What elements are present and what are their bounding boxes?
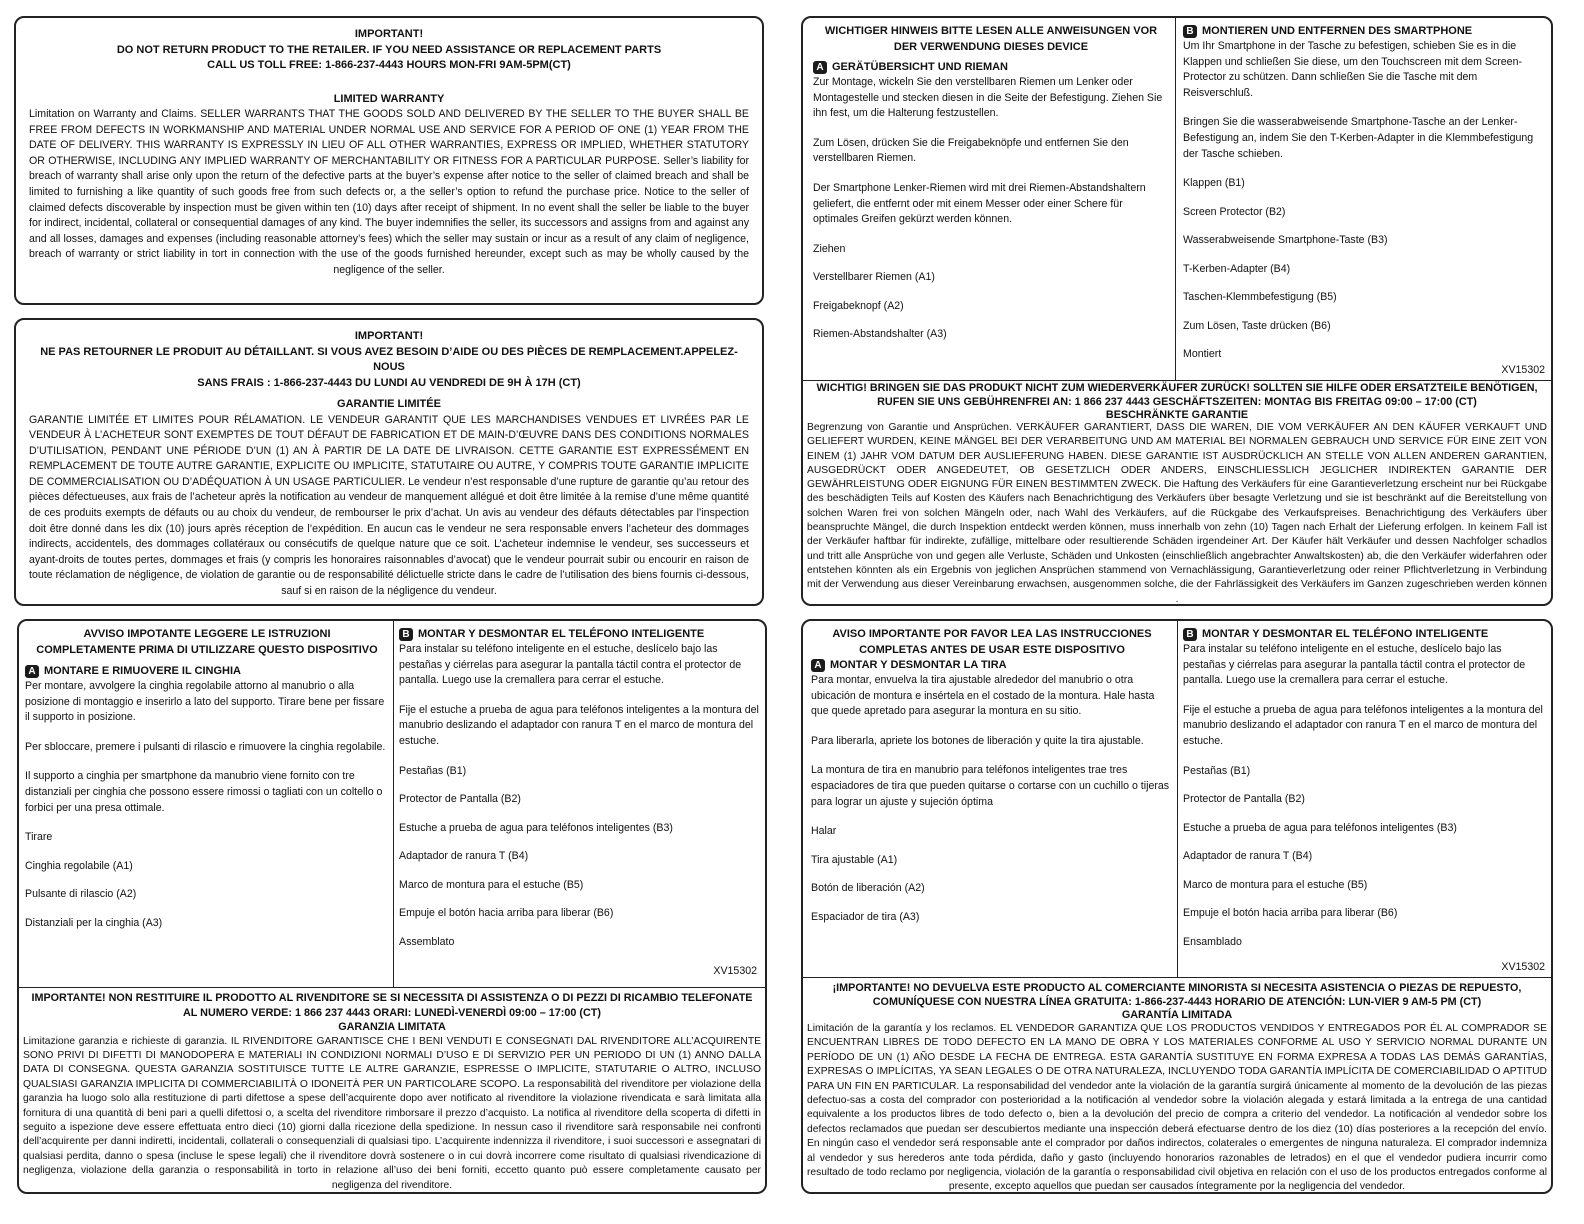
italian-b-para2: Fije el estuche a prueba de agua para teléfonos inteligentes a la montura del manubrio deslizando el adaptador con ranura T en el marco de montura del estuche. xyxy=(399,703,759,747)
english-notice-line2: CALL US TOLL FREE: 1-866-237-4443 HOURS MON-FRI 9AM-5PM(CT) xyxy=(207,59,571,71)
italian-b-item: Protector de Pantalla (B2) xyxy=(399,793,521,806)
german-b-item: Montiert xyxy=(1183,348,1222,361)
italian-a-para2: Per sbloccare, premere i pulsanti di rilascio e rimuovere la cinghia regolabile. xyxy=(25,740,386,753)
spanish-b-item: Protector de Pantalla (B2) xyxy=(1183,793,1305,806)
italian-heading: AVVISO IMPOTANTE LEGGERE LE ISTRUZIONI COMPLETAMENTE PRIMA DI UTILIZZARE QUESTO DISPOSITIVO xyxy=(36,628,378,656)
italian-b-item: Marco de montura para el estuche (B5) xyxy=(399,878,584,891)
spanish-section-a-label: MONTAR Y DESMONTAR LA TIRA xyxy=(830,659,1007,671)
spanish-b-para1: Para instalar su teléfono inteligente en el estuche, deslícelo bajo las pestañas y ciérrelas para asegurar la pantalla táctil contra el protector de pantalla. Luego use la cremallera para cerrar el estuche. xyxy=(1183,643,1526,687)
spanish-a-para2: Para liberarla, apriete los botones de liberación y quite la tira ajustable. xyxy=(811,734,1144,747)
spanish-instructions-panel xyxy=(801,619,1553,1194)
spanish-warranty-section xyxy=(807,981,1547,1194)
spanish-warranty-body: Limitación de la garantía y los reclamos. EL VENDEDOR GARANTIZA QUE LOS PRODUCTOS VENDIDOS Y ENTREGADOS POR ÉL AL COMPRADOR SE ENCUENTRAN LIBRES DE TODO DEFECTO EN LA MANO DE OBRA Y LOS MATERIALES CONFORME AL USO Y SERVICIO NORMAL DURANTE UN PERÍODO DE UN (1) AÑO DESDE LA FECHA DE ENTREGA. ESTA GARANTÍA SUSTITUYE EN FORMA EXPRESA A TODAS LAS DEMÁS GARANTÍAS, EXPRESAS O IMPLÍCITAS, YA SEAN LEGALES O DE OTRA NATURALEZA, INCLUYENDO TODA GARANTÍA IMPLÍCITA DE COMERCIABILIDAD O APTITUD PARA UN FIN EN PARTICULAR. La responsabilidad del vendedor ante la violación de la garantía surgirá únicamente al momento de la devolución de las piezas defectuo-sas a costa del comprador con posterioridad a la notificación al vendedor sobre la violación alegada y estará limitada a la entrega de una cantidad equivalente a los productos libres de todo defecto o, bien a la devolución del precio de compra a criterio del vendedor. La notificación al vendedor sobre los defectos reclamados que puedan ser descubiertos mediante una inspección deberá efectuarse dentro de los diez (10) días posteriores a la recepción del envío. En ningún caso el vendedor será responsable ante el comprador por daños indirectos, colaterales o emergentes de ninguna naturaleza. El comprador indemniza al vendedor y sus herederos ante toda pérdida, daño y gasto (incluyendo honorarios razonables de letrados) en el que el vendedor pudiera incurrir como resultado de todo reclamo por negligencia, violación de la garantía o responsabilidad civil objetiva en relación con el uso de los productos entregados conforme al presente, excepto aquellos que puedan ser causados íntegramente por la negligencia del vendedor. xyxy=(807,1023,1547,1193)
spanish-a-item: Botón de liberación (A2) xyxy=(811,882,925,895)
italian-notice: IMPORTANTE! NON RESTITUIRE IL PRODOTTO AL RIVENDITORE SE SI NECESSITA DI ASSISTENZA O DI PEZZI DI RICAMBIO TELEFONATE AL NUMERO VERDE: 1 866 237 4443 ORARI: LUNEDÌ-VENERDÌ 09:00 – 17:00 (CT) xyxy=(31,992,753,1019)
italian-section-a-title xyxy=(25,664,389,679)
italian-a-item: Cinghia regolabile (A1) xyxy=(25,859,133,872)
italian-b-item: Pestañas (B1) xyxy=(399,764,467,777)
badge-a-icon: A xyxy=(811,659,825,672)
italian-b-item: Assemblato xyxy=(399,935,455,948)
german-b-item: T-Kerben-Adapter (B4) xyxy=(1183,262,1291,275)
badge-b-icon: B xyxy=(1183,25,1197,38)
spanish-b-item: Estuche a prueba de agua para teléfonos inteligentes (B3) xyxy=(1183,821,1457,834)
badge-b-icon: B xyxy=(1183,628,1197,641)
spanish-section-a-title xyxy=(811,658,1173,673)
german-warranty-section xyxy=(807,382,1547,606)
spanish-b-item: Adaptador de ranura T (B4) xyxy=(1183,850,1313,863)
spanish-b-item: Marco de montura para el estuche (B5) xyxy=(1183,878,1368,891)
german-column-divider xyxy=(1175,18,1176,380)
italian-b-item: Empuje el botón hacia arriba para liberar (B6) xyxy=(399,907,614,920)
german-a-item: Riemen-Abstandshalter (A3) xyxy=(813,328,947,341)
italian-a-item: Tirare xyxy=(25,831,53,844)
badge-a-icon: A xyxy=(813,61,827,74)
spanish-a-item: Tira ajustable (A1) xyxy=(811,853,898,866)
german-b-item: Screen Protector (B2) xyxy=(1183,205,1286,218)
italian-warranty-section xyxy=(23,991,761,1193)
spanish-warranty-title: GARANTÍA LIMITADA xyxy=(1121,1009,1233,1021)
spanish-b-item: Ensamblado xyxy=(1183,935,1242,948)
french-title: IMPORTANT! xyxy=(354,330,424,342)
german-a-item: Verstellbarer Riemen (A1) xyxy=(813,271,935,284)
german-section-a-label: GERÄTÜBERSICHT UND RIEMAN xyxy=(832,61,1008,73)
english-title: IMPORTANT! xyxy=(354,28,424,40)
german-a-para3: Der Smartphone Lenker-Riemen wird mit drei Riemen-Abstandshaltern geliefert, die entfernt oder mit einem Messer oder einer Schere für optimales Greifen gekürzt werden können. xyxy=(813,181,1146,226)
spanish-b-para2: Fije el estuche a prueba de agua para teléfonos inteligentes a la montura del manubrio deslizando el adaptador con ranura T en el marco de montura del estuche. xyxy=(1183,703,1543,747)
german-heading: WICHTIGER HINWEIS BITTE LESEN ALLE ANWEISUNGEN VOR DER VERWENDUNG DIESES DEVICE xyxy=(824,25,1158,53)
german-section-b-title xyxy=(1183,24,1547,39)
spanish-heading: AVISO IMPORTANTE POR FAVOR LEA LAS INSTRUCCIONES COMPLETAS ANTES DE USAR ESTE DISPOSITIVO xyxy=(832,628,1152,656)
italian-b-para1: Para instalar su teléfono inteligente en el estuche, deslícelo bajo las pestañas y ciérrelas para asegurar la pantalla táctil contra el protector de pantalla. Luego use la cremallera para cerrar el estuche. xyxy=(399,643,742,687)
italian-b-item: Estuche a prueba de agua para teléfonos inteligentes (B3) xyxy=(399,821,673,834)
spanish-section-b-label: MONTAR Y DESMONTAR EL TELÉFONO INTELIGENTE xyxy=(1202,628,1489,640)
italian-b-item: Adaptador de ranura T (B4) xyxy=(399,850,529,863)
spanish-a-para1: Para montar, envuelva la tira ajustable alrededor del manubrio o otra ubicación de montura e insértela en el costado de la montura. Hale hasta que quede apretado para asegurar la montura en su sitio. xyxy=(811,674,1155,718)
german-b-para1: Um Ihr Smartphone in der Tasche zu befestigen, schieben Sie es in die Klappen und schließen Sie diese, um den Touchscreen mit dem Screen-Protector zu schützen. Dann schließen Sie die Tasche mit dem Reisverschluß. xyxy=(1183,40,1522,99)
german-warranty-body: Begrenzung von Garantie und Ansprüchen. VERKÄUFER GARANTIERT, DASS DIE WAREN, DIE VOM VERKÄUFER AN DEN KÄUFER VERKAUFT UND GELIEFERT WURDEN, KEINE MÄNGEL BEI DER VERARBEITUNG UND AM MATERIAL BEI NORMALEN GEBRAUCH UND SERVICE FÜR EINE ZEIT VON EINEM (1) JAHR VOM DATUM DER AUSLIEFERUNG HABEN. DIESE GARANTIE IST AUSDRÜCKLICH AN STELLE VON ALLEN ANDEREN GARANTIEN, AUSGEDRÜCKT ODER ANGEDEUTET, OB GESETZLICH ODER ANDERS, EINSCHLIESSLICH JEGLICHER INDIREKTEN GARANTIE DER GEWÄHRLEISTUNG ODER EIGNUNG FÜR EINEN BESTIMMTEN ZWECK. Die Haftung des Verkäufers für eine Garantieverletzung erscheint nur bei Rückgabe des beschädigten Teils auf Kosten des Käufers nach Benachrichtigung des Verkäufers über besagte Verletzung und sie ist beschränkt auf die Bereitstellung von solchen Waren frei von solchen Mängeln oder, nach Wahl des Verkäufers, auf die Rückgabe des Verkaufspreises. Benachrichtigung des Verkäufers über beanspruchte Mängel, die durch Inspektion entdeckt werden können, muss innerhalb von zehn (10) Tagen nach Erhalt der Lieferung erfolgen. In keinem Fall ist der Verkäufer haftbar für indirekte, zufällige, mittelbare oder resultierende Schäden irgendeiner Art. Der Käufer hält Verkäufer und dessen Nachfolger schadlos und tritt alle Ansprüche von und gegen alle Verluste, Schäden und Unkosten (einschließlich angebrachter Anwaltskosten) ab, die den Verkäufer widerfahren oder entstehen könnten als ein Ergebnis von jeglichen Ansprüchen stammend von Vernachlässigung, Garantieverletzung oder reiner Pflichtverletzung in Verbindung mit der Verwendung aus dieser Vereinbarung erwachsen, ausgenommen solche, die der Fahrlässigkeit des Verkäufers im Ganzen zugeschrieben werden können . xyxy=(807,422,1547,605)
german-b-item: Klappen (B1) xyxy=(1183,177,1245,190)
spanish-notice: ¡IMPORTANTE! NO DEVUELVA ESTE PRODUCTO AL COMERCIANTE MINORISTA SI NECESITA ASISTENCIA O PIEZAS DE REPUESTO, COMUNÍQUESE CON NUESTRA LÍNEA GRATUITA: 1-866-237-4443 HORARIO DE ATENCIÓN: LUN-VIER 9 AM-5 PM (CT) xyxy=(832,982,1522,1008)
german-a-para2: Zum Lösen, drücken Sie die Freigabeknöpfe und entfernen Sie den verstellbaren Riemen. xyxy=(813,136,1129,165)
english-warranty-panel xyxy=(14,16,764,305)
spanish-a-item: Espaciador de tira (A3) xyxy=(811,910,920,923)
italian-warranty-title: GARANZIA LIMITATA xyxy=(338,1021,446,1033)
english-warranty-body: Limitation on Warranty and Claims. SELLER WARRANTS THAT THE GOODS SOLD AND DELIVERED BY THE SELLER TO THE BUYER SHALL BE FREE FROM DEFECTS IN WORKMANSHIP AND MATERIAL UNDER NORMAL USE AND SERVICE FOR A PERIOD OF ONE (1) YEAR FROM THE DATE OF DELIVERY. THIS WARRANTY IS EXPRESSLY IN LIEU OF ALL OTHER WARRANTIES, EXPRESS OR IMPLIED, WHETHER STATUTORY OR OTHERWISE, INCLUDING ANY IMPLIED WARRANTY OF MERCHANTABILITY OR FITNESS FOR A PARTICULAR PURPOSE. Seller’s liability for breach of warranty shall arise only upon the return of the defective parts at the buyer’s expense after notice to the seller of claimed breach and shall be limited to furnishing a like quantity of such goods free from such defects or, a the seller’s option to refund the purchase price. Notice to the seller of claimed defects discoverable by inspection must be given within ten (10) days after receipt of shipment. In no event shall the seller be liable to the buyer for indirect, incidental, collateral or consequential damages of any kind. The buyer indemnifies the seller, its successors and assigns from and against any and all losses, damages and expenses (including reasonable attorney’s fees) which the seller may sustain or incur as a result of any claim of negligence, breach of warranty or strict liability in tort in connection with the use of the goods furnished hereunder, except such as may be wholly caused by the negligence of the seller. xyxy=(29,108,749,276)
italian-section-b-title xyxy=(399,627,761,642)
english-notice-line1: DO NOT RETURN PRODUCT TO THE RETAILER. IF YOU NEED ASSISTANCE OR REPLACEMENT PARTS xyxy=(116,43,662,56)
badge-b-icon: B xyxy=(399,628,413,641)
italian-section-a-label: MONTARE E RIMUOVERE IL CINGHIA xyxy=(44,665,241,677)
german-a-item: Ziehen xyxy=(813,242,846,255)
italian-column-divider xyxy=(393,621,394,987)
italian-warranty-body: Limitazione garanzia e richieste di garanzia. IL RIVENDITORE GARANTISCE CHE I BENI VENDUTI E CONSEGNATI DAL RIVENDITORE ALL’ACQUIRENTE SONO PRIVI DI DIFETTI DI MANODOPERA E MATERIALI IN CONDIZIONI NORMALI D’USO E DI SERVIZIO PER UN PERIODO DI UN (1) ANNO DALLA DATA DI CONSEGNA. QUESTA GARANZIA SOSTITUISCE TUTTE LE ALTRE GARANZIE, ESPRESSE O IMPLICITE, STATUTARIE O ALTRO, INCLUSO QUALSIASI GARANZIA IMPLICITA DI COMMERCIABILITÀ O IDONEITÀ PER UN PARTICOLARE SCOPO. La responsabilità del rivenditore per violazione della garanzia ha luogo solo alla restituzione di parti difettose a spese dell’acquirente dopo aver notificato al rivenditore la violazione rivendicata e sarà limitata alla fornitura di una quantità di beni pari a quelli difettosi o, a scelta del rivenditore rimborsare il prezzo d’acquisto. La notifica al rivenditore della scoperta di difetti in seguito a ispezione deve essere effettuata entro dieci (10) giorni dalla ricezione della spedizione. In nessun caso il rivenditore sarà responsabile nei confronti dell’acquirente per danni indiretti, incidentali, collaterali o consequenziali di qualsiasi tipo. L’acquirente indennizza il rivenditore, i suoi successori e assegnatari di qualsiasi perdita, danno o spesa (incluse le spese legali) che il rivenditore dovrà sostenere o in cui dovrà incorrere come risultato di qualsiasi rivendicazione di negligenza, violazione della garanzia o responsabilità in torto in relazione all’uso dei beni forniti, eccetto quanto può essere completamente causato per negligenza del rivenditore. xyxy=(23,1035,761,1191)
german-a-para1: Zur Montage, wickeln Sie den verstellbaren Riemen um Lenker oder Montagestelle und stecken diesen in die Seite der Befestigung. Ziehen Sie ihn fest, um die Halterung festzustellen. xyxy=(813,76,1163,120)
french-warranty-title: GARANTIE LIMITÉE xyxy=(337,398,441,410)
spanish-product-code: XV15302 xyxy=(1501,961,1545,973)
german-b-para2: Bringen Sie die wasserabweisende Smartphone-Tasche an der Lenker-Befestigung an, indem Sie den T-Kerben-Adapter in die Klemmbefestigung der Tasche schieben. xyxy=(1183,116,1534,160)
spanish-section-b-title xyxy=(1183,627,1547,642)
italian-section-b-label: MONTAR Y DESMONTAR EL TELÉFONO INTELIGENTE xyxy=(418,628,705,640)
french-warranty-panel xyxy=(14,318,764,606)
italian-product-code: XV15302 xyxy=(713,965,757,977)
spanish-b-item: Pestañas (B1) xyxy=(1183,764,1251,777)
italian-a-para1: Per montare, avvolgere la cinghia regolabile attorno al manubrio o alla posizione di montaggio e inserirlo a lato del supporto. Tirare bene per fissare il supporto in posizione. xyxy=(25,680,385,724)
french-warranty-body: GARANTIE LIMITÉE ET LIMITES POUR RÉLAMATION. LE VENDEUR GARANTIT QUE LES MARCHANDISES VENDUES ET LIVRÉES PAR LE VENDEUR À L’ACHETEUR SONT EXEMPTES DE TOUT DÉFAUT DE FABRICATION ET DE MAIN-D’ŒUVRE DANS DES CONDITIONS NORMALES D’UTILISATION, PENDANT UNE PÉRIODE D’UN (1) AN À PARTIR DE LA DATE DE LIVRAISON. CETTE GARANTIE EST EXPRESSÉMENT EN REMPLACEMENT DE TOUTE AUTRE GARANTIE, EXPLICITE OU IMPLICITE, STATUTAIRE OU AUTRE, Y COMPRIS TOUTE GARANTIE IMPLICITE DE COMMERCIALISATION OU D’ADÉQUATION À UN USAGE PARTICULIER. Le vendeur n’est responsable d’une rupture de garantie qu’au retour des pièces défectueuses, aux frais de l’acheteur après la notification au vendeur de manquement allégué et doit être limitée à la remise d’une même quantité de ces produits exempts de défauts ou au choix du vendeur, de rembourser le prix d’achat. Un avis au vendeur des défauts détectables par l’inspection doit être donné dans les dix (10) jours après réception de l’expédition. En aucun cas le vendeur ne sera responsable envers l’acheteur des dommages indirects, accidentels, des dommages collatéraux ou consécutifs de quelque nature que ce soit. L’acheteur indemnise le vendeur, ses successeurs et ayant-droits de toutes pertes, dommages et frais (y compris les honoraires raisonnables d’avocat) que le vendeur pourrait subir ou encourir en raison de toute réclamation de négligence, de violation de garantie ou de responsabilité délictuelle stricte dans le cadre de l’utilisation des biens fournis ci-dessous, sauf si en raison de la négligence du vendeur. xyxy=(29,413,749,598)
french-notice-line2: SANS FRAIS : 1-866-237-4443 DU LUNDI AU VENDREDI DE 9H À 17H (CT) xyxy=(197,376,581,389)
english-warranty-title: LIMITED WARRANTY xyxy=(333,92,445,105)
german-b-item: Zum Lösen, Taste drücken (B6) xyxy=(1183,319,1331,332)
german-a-item: Freigabeknopf (A2) xyxy=(813,299,904,312)
badge-a-icon: A xyxy=(25,665,39,678)
spanish-b-item: Empuje el botón hacia arriba para liberar (B6) xyxy=(1183,907,1398,920)
spanish-column-divider xyxy=(1177,621,1178,977)
italian-a-para3: Il supporto a cinghia per smartphone da manubrio viene fornito con tre distanziali per cinghia che possono essere rimossi o tagliati con un coltello o forbici per una presa ottimale. xyxy=(25,770,383,814)
german-notice: WICHTIG! BRINGEN SIE DAS PRODUKT NICHT ZUM WIEDERVERKÄUFER ZURÜCK! SOLLTEN SIE HILFE ODER ERSATZTEILE BENÖTIGEN, RUFEN SIE UNS GEBÜHRENFREI AN: 1 866 237 4443 GESCHÄFTSZEITEN: MONTAG BIS FREITAG 09:00 – 17:00 (CT) xyxy=(816,382,1538,408)
german-product-code: XV15302 xyxy=(1501,364,1545,376)
italian-instructions-panel xyxy=(17,619,767,1194)
spanish-a-para3: La montura de tira en manubrio para teléfonos inteligentes trae tres espaciadores de tira que pueden quitarse o cortarse con un cuchillo o tijeras para lograr un ajuste y sujeción óptima xyxy=(811,764,1170,808)
german-section-b-label: MONTIEREN UND ENTFERNEN DES SMARTPHONE xyxy=(1202,25,1473,37)
german-b-item: Wasserabweisende Smartphone-Taste (B3) xyxy=(1183,234,1388,247)
german-b-item: Taschen-Klemmbefestigung (B5) xyxy=(1183,291,1337,304)
german-warranty-title: BESCHRÄNKTE GARANTIE xyxy=(1105,409,1249,421)
french-notice-line1: NE PAS RETOURNER LE PRODUIT AU DÉTAILLANT. SI VOUS AVEZ BESOIN D’AIDE OU DES PIÈCES DE REMPLACEMENT.APPELEZ-NOUS xyxy=(40,345,738,373)
italian-a-item: Distanziali per la cinghia (A3) xyxy=(25,916,163,929)
spanish-a-item: Halar xyxy=(811,825,837,838)
german-instructions-panel xyxy=(801,16,1553,606)
german-section-a-title xyxy=(813,60,1169,75)
italian-a-item: Pulsante di rilascio (A2) xyxy=(25,888,137,901)
